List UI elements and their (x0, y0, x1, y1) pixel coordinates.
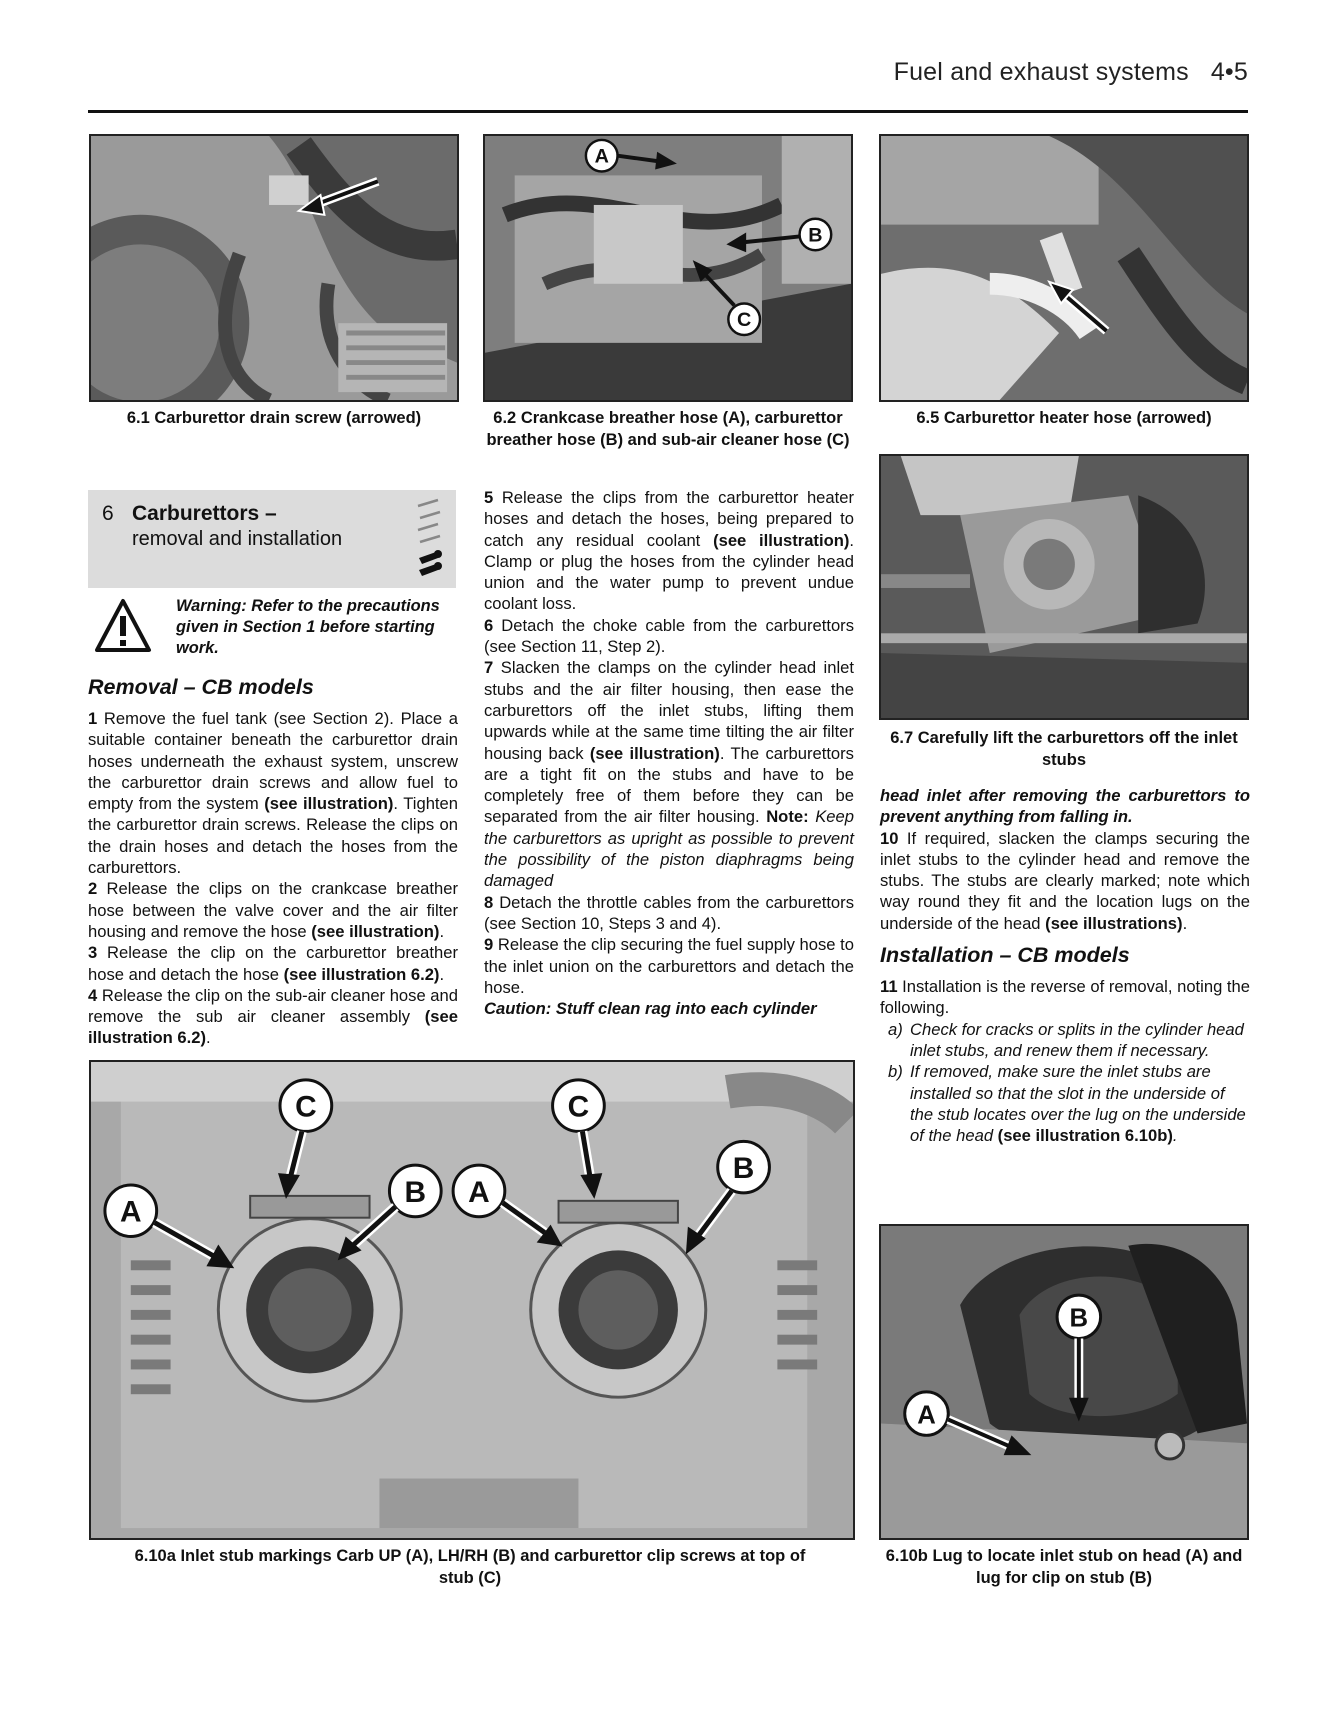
removal-heading: Removal – CB models (88, 675, 314, 699)
photo-6-10a-image (91, 1062, 853, 1538)
section-number: 6 (102, 502, 114, 525)
header-rule (88, 110, 1248, 113)
column-3 (880, 785, 1250, 1146)
section-title: Carburettors – (132, 502, 277, 525)
photo-6-10b-image (881, 1226, 1247, 1538)
svg-text:C: C (567, 1090, 590, 1124)
step-2: 2 Release the clips on the crankcase breather hose between the valve cover and the air filter housing and remove the hose (see illustration). (88, 879, 458, 941)
caution-part-2: head inlet after removing the carburettors to prevent anything from falling in. (880, 786, 1250, 827)
caption-6-10b: 6.10b Lug to locate inlet stub on head (A) and lug for clip on stub (B) (885, 1547, 1243, 1587)
step-9: 9 Release the clip securing the fuel supply hose to the inlet union on the carburettors and detach the hose. (484, 935, 854, 997)
photo-6-1-image (91, 136, 457, 400)
svg-text:B: B (808, 224, 823, 247)
photo-6-2-image (485, 136, 851, 400)
step-1: 1 Remove the fuel tank (see Section 2). Place a suitable container beneath the carburettor drain hoses underneath the exhaust system, unscrew the carburettor drain screws and allow fuel to empty from the system (see illustration). Tighten the carburettor drain screws. Release the clips on the drain hoses and detach the hoses from the carburettors. (88, 709, 458, 878)
caption-6-10a: 6.10a Inlet stub markings Carb UP (A), LH/RH (B) and carburettor clip screws at top of stub (C) (134, 1547, 806, 1587)
warning-box (88, 596, 456, 662)
step-8: 8 Detach the throttle cables from the carburettors (see Section 10, Steps 3 and 4). (484, 892, 854, 933)
photo-6-10b (879, 1224, 1249, 1540)
caution-part-1: Caution: Stuff clean rag into each cylinder (484, 999, 817, 1019)
svg-text:A: A (120, 1195, 142, 1229)
step-6: 6 Detach the choke cable from the carburettors (see Section 11, Step 2). (484, 615, 854, 657)
warning-text: Warning: Refer to the precautions given in Section 1 before starting work. (176, 597, 440, 657)
list-item-b: b) If removed, make sure the inlet stubs are installed so that the slot in the underside of the stub locates over the lug on the underside of the head (see illustration 6.10b). (888, 1062, 1246, 1146)
step-7: 7 Slacken the clamps on the cylinder head inlet stubs and the air filter housing, then ease the carburettors off the inlet stubs, lifting them upwards while at the same time tilting the air filter housing back (see illustration). The carburettors are a tight fit on the stubs and have to be completely free of them before they can be separated from the air filter housing. Note: Keep the carburettors as upright as possible to prevent the possibility of the piston diaphragms being damaged (484, 658, 854, 891)
caption-6-7: 6.7 Carefully lift the carburettors off the inlet stubs (890, 729, 1238, 769)
step-4: 4 Release the clip on the sub-air cleaner hose and remove the sub air cleaner assembly (see illustration 6.2). (88, 985, 458, 1048)
photo-6-7 (879, 454, 1249, 720)
step-11: 11 Installation is the reverse of removal, noting the following. (880, 977, 1250, 1018)
step-10: 10 If required, slacken the clamps securing the inlet stubs to the cylinder head and remove the stubs. The stubs are clearly marked; note which way round they fit and the location lugs on the underside of the head (see illustrations). (880, 828, 1250, 933)
photo-6-5 (879, 134, 1249, 402)
photo-6-1 (89, 134, 459, 402)
column-1 (88, 666, 458, 1049)
svg-text:C: C (295, 1090, 317, 1124)
caption-6-5: 6.5 Carburettor heater hose (arrowed) (916, 409, 1212, 427)
step-5: 5 Release the clips from the carburettor heater hoses and detach the hoses, being prepared to catch any residual coolant (see illustration). Clamp or plug the hoses from the cylinder head union and the water pump to prevent undue coolant loss. (484, 488, 854, 614)
page-number: 4•5 (1210, 58, 1248, 86)
list-item-a: a) Check for cracks or splits in the cylinder head inlet stubs, and renew them if necessary. (888, 1019, 1244, 1060)
photo-6-7-image (881, 456, 1247, 718)
svg-text:A: A (917, 1401, 936, 1430)
warning-icon (94, 598, 152, 654)
caption-6-1: 6.1 Carburettor drain screw (arrowed) (126, 409, 422, 427)
photo-6-10a (89, 1060, 855, 1540)
header-title: Fuel and exhaust systems (893, 58, 1189, 86)
svg-text:B: B (732, 1152, 755, 1186)
svg-text:C: C (737, 309, 752, 332)
section-subtitle: removal and installation (132, 528, 343, 550)
svg-text:B: B (404, 1175, 427, 1209)
running-header (88, 58, 1248, 86)
caption-6-2: 6.2 Crankcase breather hose (A), carburettor breather hose (B) and sub-air cleaner hose (C) (486, 409, 850, 449)
step-3: 3 Release the clip on the carburettor breather hose and detach the hose (see illustration 6.2). (88, 943, 458, 984)
photo-6-5-image (881, 136, 1247, 400)
svg-text:A: A (594, 145, 609, 168)
installation-heading: Installation – CB models (880, 943, 1130, 968)
section-heading (88, 490, 456, 588)
svg-text:B: B (1069, 1304, 1089, 1333)
column-2 (484, 487, 854, 1019)
difficulty-wrench-icon (414, 496, 444, 582)
svg-text:A: A (468, 1175, 490, 1209)
photo-6-2 (483, 134, 853, 402)
